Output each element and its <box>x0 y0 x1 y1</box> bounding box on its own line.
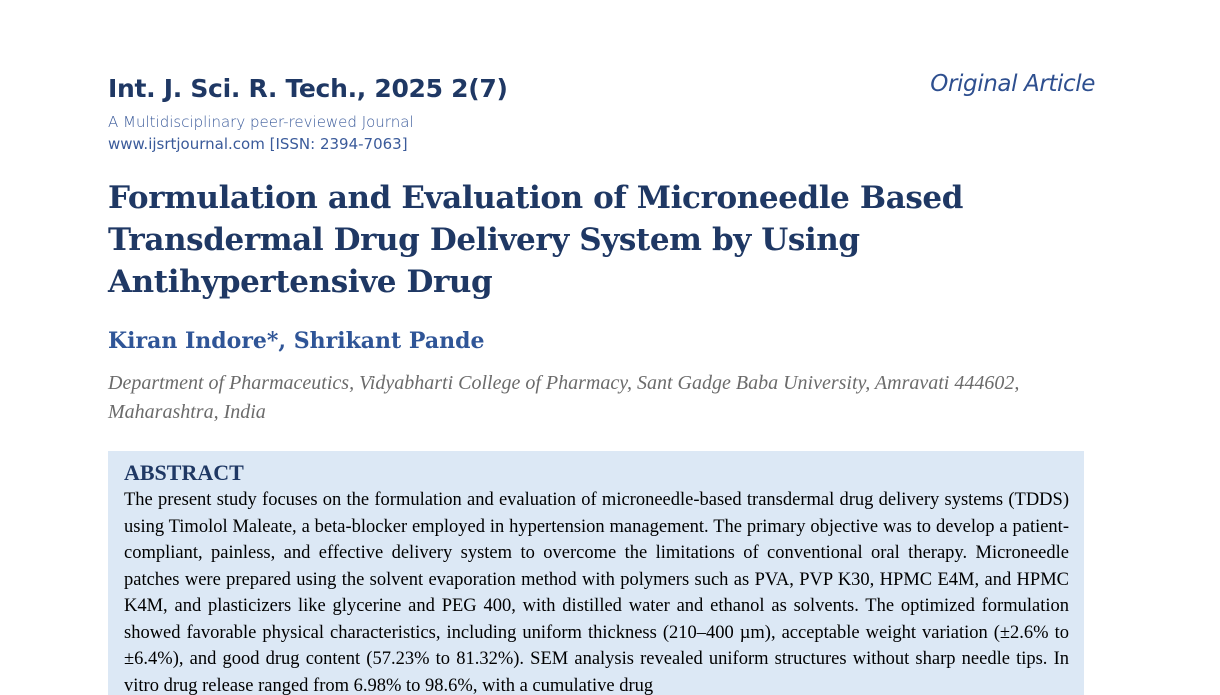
abstract-heading: ABSTRACT <box>124 460 244 485</box>
journal-tagline: A Multidisciplinary peer-reviewed Journal <box>108 113 414 131</box>
journal-title: Int. J. Sci. R. Tech., 2025 2(7) <box>108 74 508 103</box>
paper-title: Formulation and Evaluation of Microneedle Based Transdermal Drug Delivery System by Using Antihypertensive Drug <box>108 180 964 300</box>
author-list: Kiran Indore*, Shrikant Pande <box>108 328 485 354</box>
author-affiliation: Department of Pharmaceutics, Vidyabharti College of Pharmacy, Sant Gadge Baba University, Amravati 444602, Maharashtra, India <box>108 372 1020 423</box>
abstract-body: The present study focuses on the formulation and evaluation of microneedle-based transdermal drug delivery systems (TDDS) using Timolol Maleate, a beta-blocker employed in hypertension management. The primary objective was to develop a patient-compliant, painless, and effective delivery system to overcome the limitations of conventional oral therapy. Microneedle patches were prepared using the solvent evaporation method with polymers such as PVA, PVP K30, HPMC E4M, and HPMC K4M, and plasticizers like glycerine and PEG 400, with distilled water and ethanol as solvents. The optimized formulation showed favorable physical characteristics, including uniform thickness (210–400 µm), acceptable weight variation (±2.6% to ±6.4%), and good drug content (57.23% to 81.32%). SEM analysis revealed uniform structures without sharp needle tips. In vitro drug release ranged from 6.98% to 98.6%, with a cumulative drug <box>124 490 1069 695</box>
article-type-label: Original Article <box>930 71 1095 97</box>
journal-url-issn[interactable]: www.ijsrtjournal.com [ISSN: 2394-7063] <box>108 135 408 153</box>
abstract-section <box>108 451 1084 695</box>
